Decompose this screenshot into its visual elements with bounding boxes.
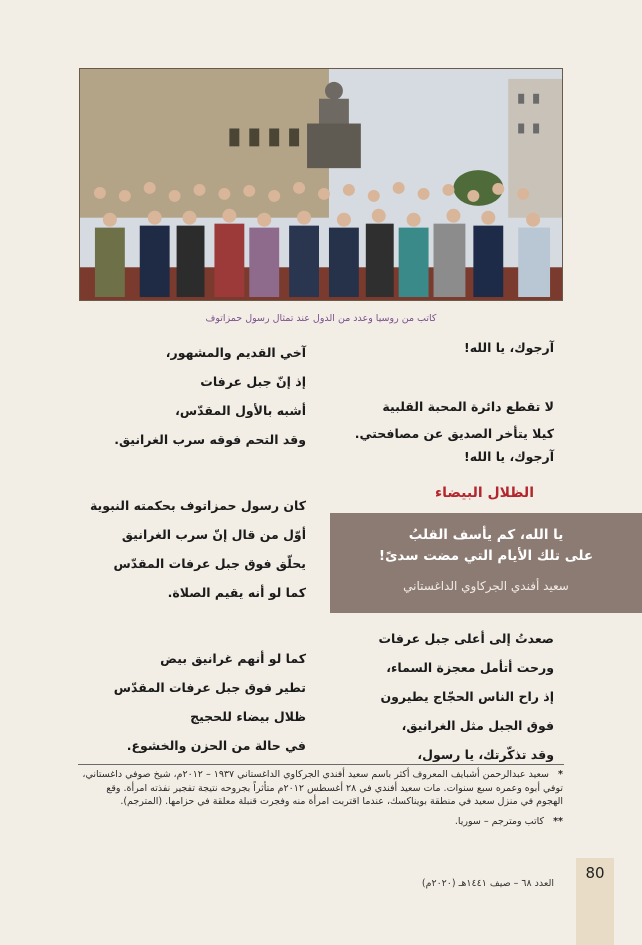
poem-line: إذ إنّ جبل عرفات: [200, 374, 306, 389]
poem-line: تطير فوق جبل عرفات المقدّس: [113, 680, 306, 695]
poem-line: ورحت أتأمل معجزة السماء،: [386, 660, 554, 675]
poem-right-bottom: [339, 624, 554, 769]
poem-line: أشبه بالأول المقدّس،: [175, 403, 306, 418]
footnotes: [79, 768, 563, 828]
poem-line: في حالة من الحزن والخشوع.: [126, 738, 306, 753]
poem-line: وقد تذكّرتك، يا رسول،: [417, 747, 554, 762]
poem-right-top: [339, 338, 554, 358]
poem-line: لا تقطع دائرة المحبة القلبية: [382, 399, 554, 414]
group-photo-illustration: [80, 69, 562, 300]
group-photo: [79, 68, 563, 301]
quote-line: يا الله، كم يأسف القلبُ: [408, 527, 564, 543]
footnote-marker: *: [558, 769, 563, 780]
poem-line: صعدتُ إلى أعلى جبل عرفات: [378, 631, 554, 646]
footnote-marker: **: [553, 815, 563, 827]
quote-author: سعيد أفندي الجركاوي الداغستاني: [403, 579, 569, 593]
poem-line: ظلال بيضاء للحجيج: [190, 709, 306, 724]
poem-line: آرجوك، يا الله!: [464, 340, 554, 355]
poem-right-top-2: [339, 393, 554, 467]
poem-line: يحلّق فوق جبل عرفات المقدّس: [113, 556, 306, 571]
page-number: 80: [585, 864, 605, 882]
photo-caption: كاتب من روسيا وعدد من الدول عند تمثال رسول حمزاتوف: [205, 313, 437, 324]
poem-line: كما لو أنه يقيم الصلاة.: [167, 585, 306, 600]
poem-line: كيلا يتأخر الصديق عن مصافحتي.: [354, 426, 554, 441]
footnote-text: سعيد عبدالرحمن أشبايف المعروف أكثر باسم سعيد أفندي الجركاوي الداغستاني ١٩٣٧ – ٢٠١٢م، شيخ صوفي داغستاني، توفي أبوه وعمره سبع سنوات. مات سعيد أفندي في ٢٨ أغسطس ٢٠١٢م متأثراً بجروحه نتيجة تفجير نفذته امرأة. وقع الهجوم في منزل سعيد في منطقة بويناكسك، عندما اقتربت امرأة منه وفجرت قنبلة معلقة في حزامها. (المترجم).: [82, 769, 563, 807]
poem-line: آرجوك، يا الله!: [464, 449, 554, 464]
poem-line: كما لو أنهم غرانيق بيض: [160, 651, 306, 666]
footnote-1: [79, 768, 563, 809]
footnote-divider: [78, 764, 564, 765]
poem-left-top: [46, 338, 306, 454]
quote-line: على تلك الأيام التي مضت سدىً!: [378, 548, 594, 564]
footnote-text: كاتب ومترجم – سوريا.: [454, 815, 545, 827]
pull-quote-box: [330, 513, 642, 613]
footnote-2: [79, 815, 563, 829]
poem-line: أوّل من قال إنّ سرب الغرانيق: [121, 527, 306, 542]
poem-line: كان رسول حمزاتوف بحكمته النبوية: [89, 498, 306, 513]
poem-line: فوق الجبل مثل الغرانيق،: [401, 718, 554, 733]
poem-left-bottom: [46, 644, 306, 760]
poem-line: آخي القديم والمشهور،: [165, 345, 306, 360]
section-title: الظلال البيضاء: [434, 485, 534, 501]
poem-line: وقد التحم فوقه سرب الغرانيق.: [114, 432, 306, 447]
issue-info: العدد ٦٨ – صيف ١٤٤١هـ (٢٠٢٠م): [421, 878, 554, 889]
poem-line: إذ راح الناس الحجّاج يطيرون: [380, 689, 554, 704]
poem-left-middle: [46, 491, 306, 607]
